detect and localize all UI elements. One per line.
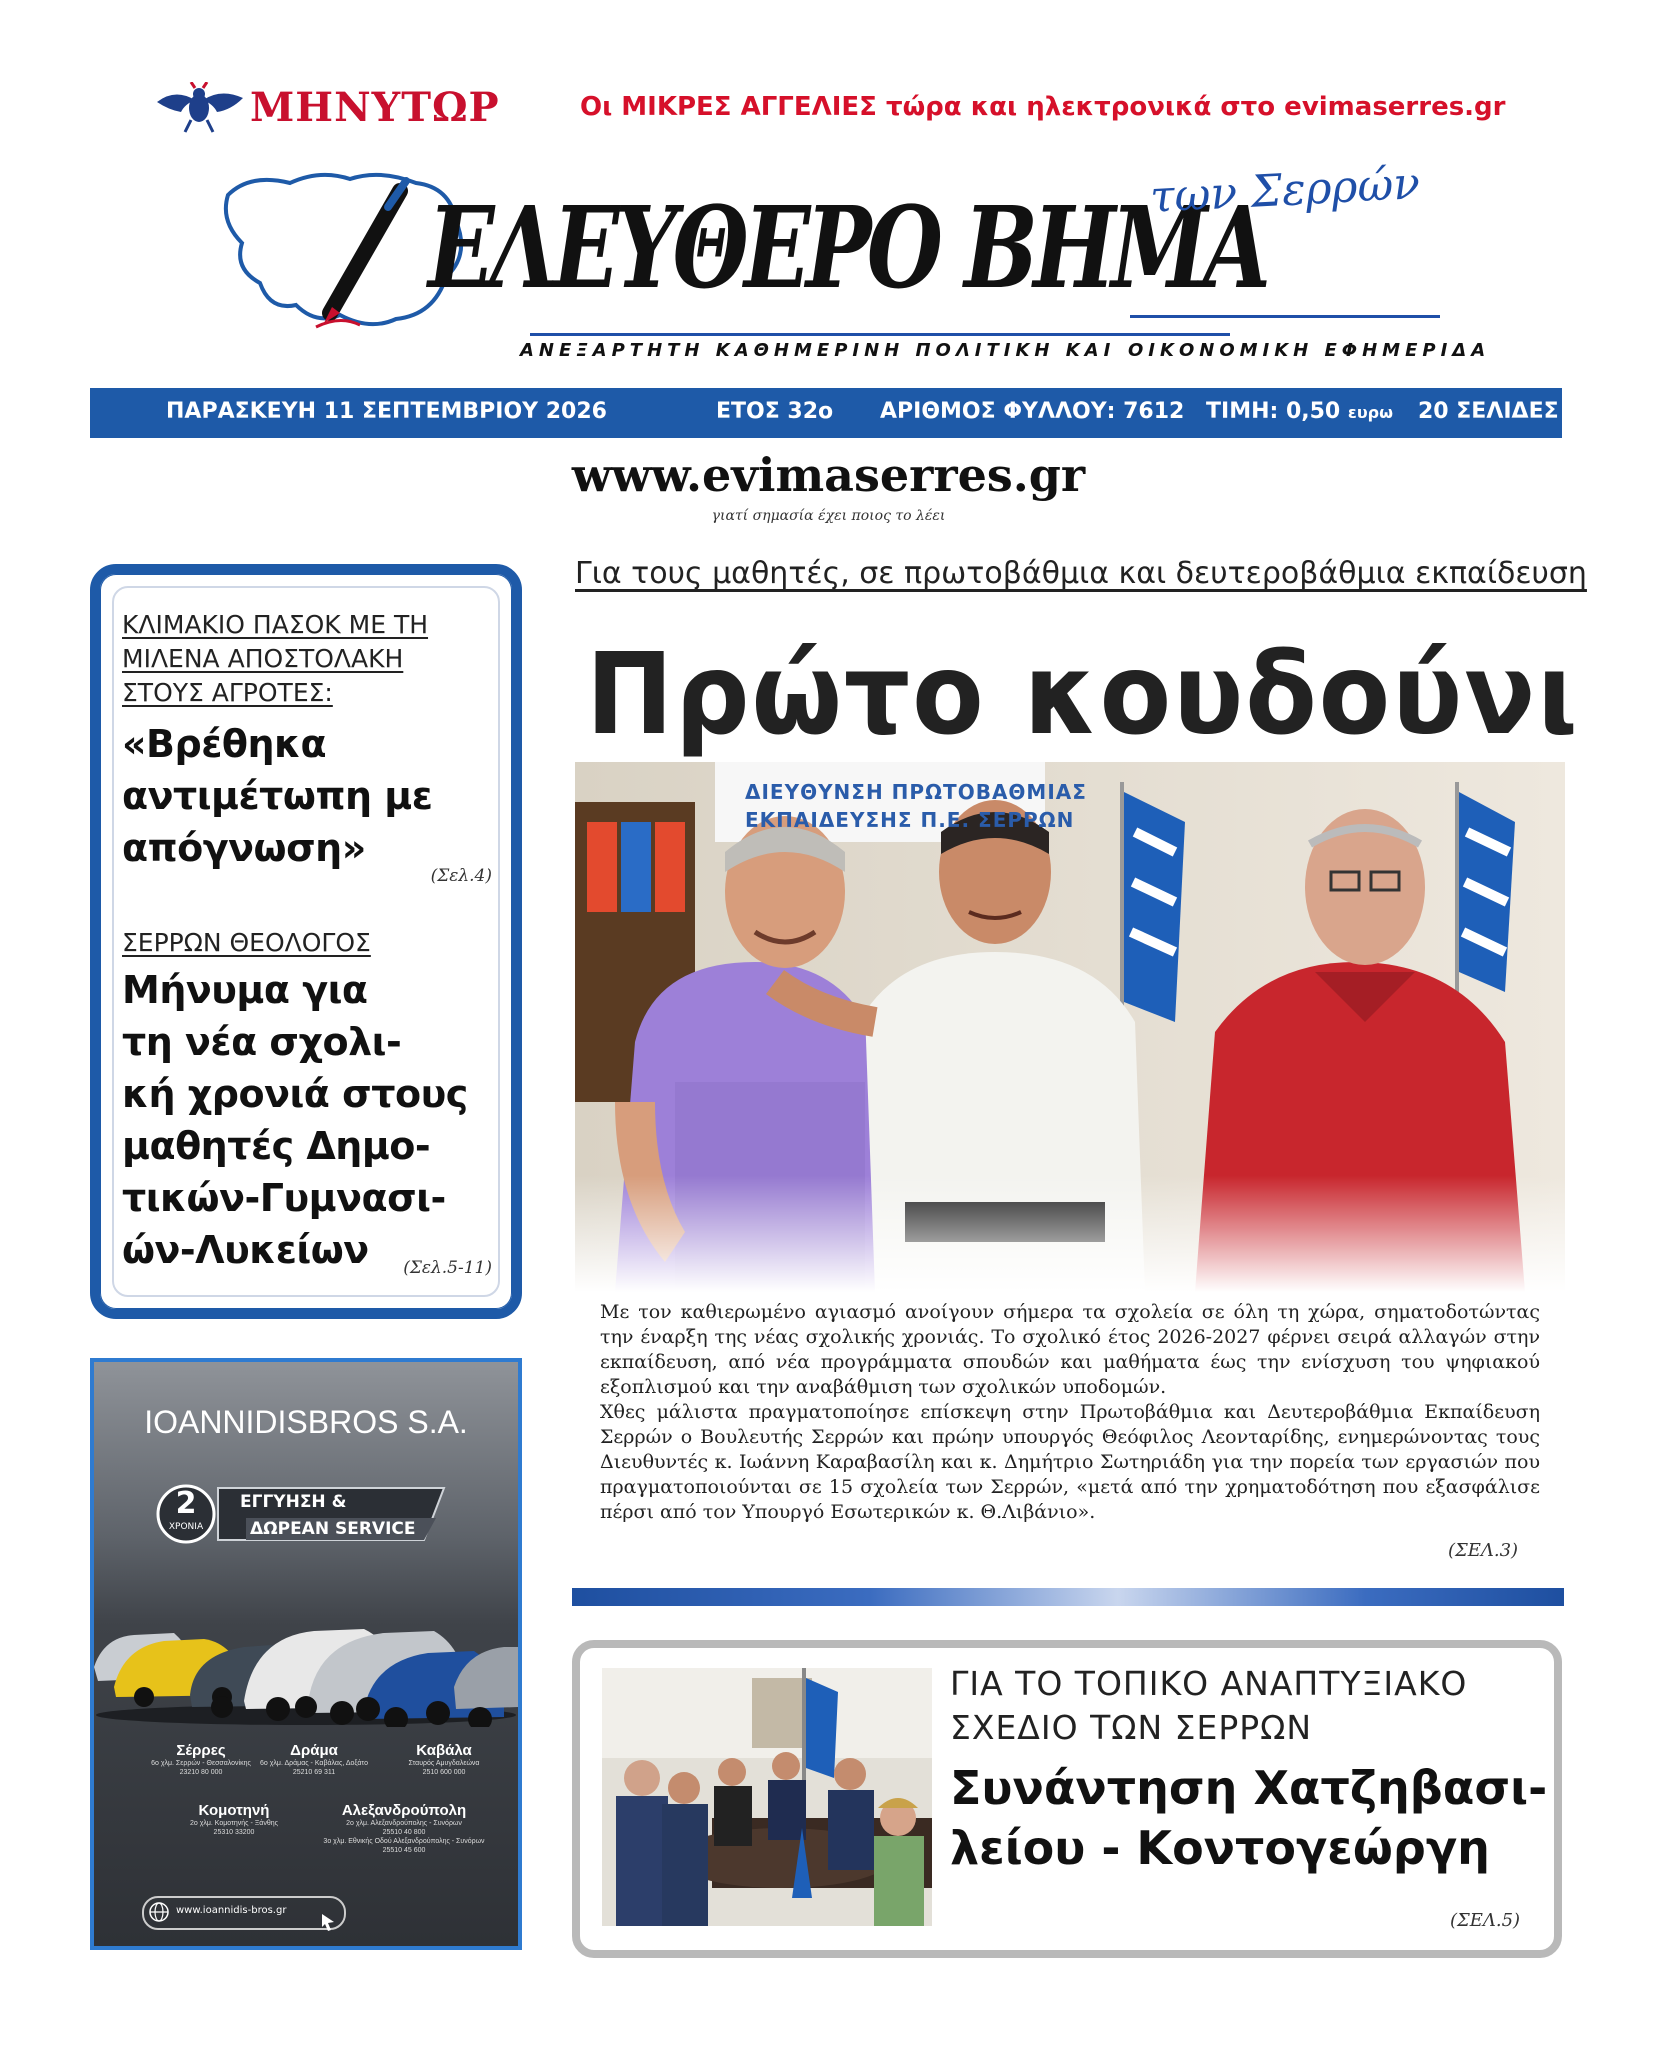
photo-sign-line1: ΔΙΕΥΘΥΝΣΗ ΠΡΩΤΟΒΑΘΜΙΑΣ bbox=[745, 780, 1087, 804]
warranty-years: 2 bbox=[175, 1486, 197, 1521]
warranty-years-label: ΧΡΟΝΙΑ bbox=[168, 1522, 204, 1532]
masthead-city: των Σερρών bbox=[1148, 157, 1422, 224]
main-story-body bbox=[600, 1300, 1540, 1525]
minytor-wordmark: ΜΗΝΥΤΩΡ bbox=[250, 84, 500, 131]
bottom-story-kicker: ΓΙΑ ΤΟ ΤΟΠΙΚΟ ΑΝΑΠΤΥΞΙΑΚΟ ΣΧΕΔΙΟ ΤΩΝ ΣΕΡΡΩΝ bbox=[950, 1664, 1468, 1747]
cursor-icon bbox=[320, 1912, 338, 1932]
meeting-room-photo bbox=[602, 1668, 932, 1926]
location-serres: Σέρρες 6ο χλμ. Σερρών - Θεσσαλονίκης 23210 80 000 bbox=[151, 1742, 251, 1776]
story-theologos[interactable] bbox=[122, 926, 492, 1278]
location-alexandroupoli: Αλεξανδρούπολη 2ο χλμ. Αλεξανδρούπολης - Συνόρων 25510 40 800 3ο χλμ. Εθνικής Οδού Αλεξανδρούπολης - Συνόρων 25510 45 600 bbox=[323, 1802, 485, 1854]
story-pasok[interactable] bbox=[122, 608, 492, 886]
warranty-badge bbox=[154, 1482, 454, 1546]
section-divider bbox=[572, 1588, 1564, 1606]
bottom-news-box[interactable] bbox=[572, 1640, 1562, 1958]
story-pasok-headline: «Βρέθηκα αντιμέτωπη με απόγνωση» bbox=[122, 722, 433, 870]
main-story-photo bbox=[575, 762, 1565, 1292]
ad-website-pill[interactable] bbox=[142, 1896, 346, 1930]
issue-info-bar bbox=[90, 388, 1562, 438]
cars-lineup-image bbox=[94, 1577, 518, 1727]
main-story-kicker: Για τους μαθητές, σε πρωτοβάθμια και δευτεροβάθμια εκπαίδευση bbox=[575, 556, 1587, 591]
main-story-headline[interactable]: Πρώτο κουδούνι bbox=[586, 630, 1580, 760]
website-url[interactable]: www.evimaserres.gr bbox=[571, 448, 1086, 502]
location-komotini: Κομοτηνή 2ο χλμ. Κομοτηνής - Ξάνθης 25310 33200 bbox=[189, 1802, 279, 1836]
issue-pages: 20 ΣΕΛΙΔΕΣ bbox=[1418, 399, 1559, 424]
three-men-school-office-photo bbox=[575, 762, 1565, 1292]
issue-number: ΑΡΙΘΜΟΣ ΦΥΛΛΟΥ: 7612 bbox=[880, 399, 1185, 424]
location-drama: Δράμα 6ο χλμ. Δράμας - Καβάλας, Δοξάτο 25210 69 311 bbox=[260, 1742, 368, 1776]
masthead-rule bbox=[530, 333, 1230, 336]
minytor-logo bbox=[155, 82, 500, 134]
issue-date: ΠΑΡΑΣΚΕΥΗ 11 ΣΕΠΤΕΜΒΡΙΟΥ 2026 bbox=[166, 399, 607, 424]
ad-brand: IOANNIDISBROS S.A. bbox=[144, 1404, 468, 1440]
location-kavala: Καβάλα Σταυρός Αμυγδαλεώνα 2510 600 000 bbox=[408, 1742, 480, 1776]
masthead-title: ΕΛΕΥΘΕΡΟ ΒΗΜΑ bbox=[428, 183, 1267, 314]
meeting-photo bbox=[602, 1668, 932, 1926]
main-story-paragraph-1: Με τον καθιερωμένο αγιασμό ανοίγουν σήμερα τα σχολεία σε όλη τη χώρα, σηματοδοτώντας την έναρξη της νέας σχολικής χρονιάς. Το σχολικό έτος 2026-2027 φέρνει σειρά αλλαγών στην εκπαίδευση, από νέα προγράμματα σπουδών και μαθήματα έως την ενίσχυση του ψηφιακού εξοπλισμού και την αναβάθμιση των σχολικών υποδομών. bbox=[600, 1301, 1540, 1398]
story-pasok-page-ref: (Σελ.4) bbox=[430, 866, 492, 886]
ioannidisbros-ad[interactable] bbox=[90, 1358, 522, 1950]
left-news-box bbox=[90, 564, 522, 1319]
photo-sign-line2: ΕΚΠΑΙΔΕΥΣΗΣ Π.Ε. ΣΕΡΡΩΝ bbox=[745, 808, 1075, 832]
masthead-rule-right bbox=[1130, 315, 1440, 318]
issue-year: ΕΤΟΣ 32ο bbox=[716, 399, 834, 424]
issue-price bbox=[1206, 399, 1393, 424]
globe-icon bbox=[148, 1901, 170, 1923]
classifieds-promo: Οι ΜΙΚΡΕΣ ΑΓΓΕΛΙΕΣ τώρα και ηλεκτρονικά στο evimaserres.gr bbox=[580, 92, 1506, 122]
main-story-page-ref: (ΣΕΛ.3) bbox=[1448, 1540, 1519, 1561]
hermes-bird-icon bbox=[155, 82, 245, 134]
dealer-locations bbox=[94, 1742, 518, 1902]
masthead bbox=[220, 157, 1491, 365]
warranty-line2: ΔΩΡΕΑΝ SERVICE bbox=[250, 1519, 416, 1539]
website-tagline: γιατί σημασία έχει ποιος το λέει bbox=[711, 508, 946, 524]
ad-website: www.ioannidis-bros.gr bbox=[176, 1905, 287, 1916]
story-pasok-kicker: ΚΛΙΜΑΚΙΟ ΠΑΣΟΚ ΜΕ ΤΗ ΜΙΛΕΝΑ ΑΠΟΣΤΟΛΑΚΗ ΣΤΟΥΣ ΑΓΡΟΤΕΣ: bbox=[122, 610, 429, 707]
main-story-paragraph-2: Χθες μάλιστα πραγματοποίησε επίσκεψη στην Πρωτοβάθμια και Δευτεροβάθμια Εκπαίδευση Σερρών ο Βουλευτής Σερρών και πρώην υπουργός Θεόφιλος Λεονταρίδης, ενημερώνοντας τους Διευθυντές κ. Ιωάννη Καραβασίλη και κ. Δημήτριο Σωτηριάδη για την πορεία των εργασιών που πραγματοποιούνται σε 15 σχολεία των Σερρών, «μετά από την χρηματοδότηση που εξασφάλισε πέρσι από τον Υπουργό Εσωτερικών κ. Θ.Λιβάνιο». bbox=[600, 1401, 1540, 1523]
masthead-subtitle-right: ΟΙΚΟΝΟΜΙΚΗ ΕΦΗΜΕΡΙΔΑ bbox=[1128, 340, 1491, 361]
story-theologos-kicker: ΣΕΡΡΩΝ ΘΕΟΛΟΓΟΣ bbox=[122, 928, 371, 957]
price-value: ΤΙΜΗ: 0,50 bbox=[1206, 399, 1341, 424]
bottom-story-headline: Συνάντηση Χατζηβασι- λείου - Κοντογεώργη bbox=[950, 1761, 1548, 1875]
warranty-line1: ΕΓΓΥΗΣΗ & bbox=[240, 1492, 347, 1512]
price-currency: ευρω bbox=[1347, 403, 1393, 422]
story-theologos-headline: Μήνυμα για τη νέα σχολι- κή χρονιά στους μαθητές Δημο- τικών-Γυμνασι- ών-Λυκείων bbox=[122, 968, 468, 1272]
bottom-story-page-ref: (ΣΕΛ.5) bbox=[1450, 1910, 1521, 1931]
story-theologos-page-ref: (Σελ.5-11) bbox=[403, 1258, 492, 1278]
masthead-subtitle-left: ΑΝΕΞΑΡΤΗΤΗ ΚΑΘΗΜΕΡΙΝΗ ΠΟΛΙΤΙΚΗ ΚΑΙ bbox=[520, 340, 1116, 361]
